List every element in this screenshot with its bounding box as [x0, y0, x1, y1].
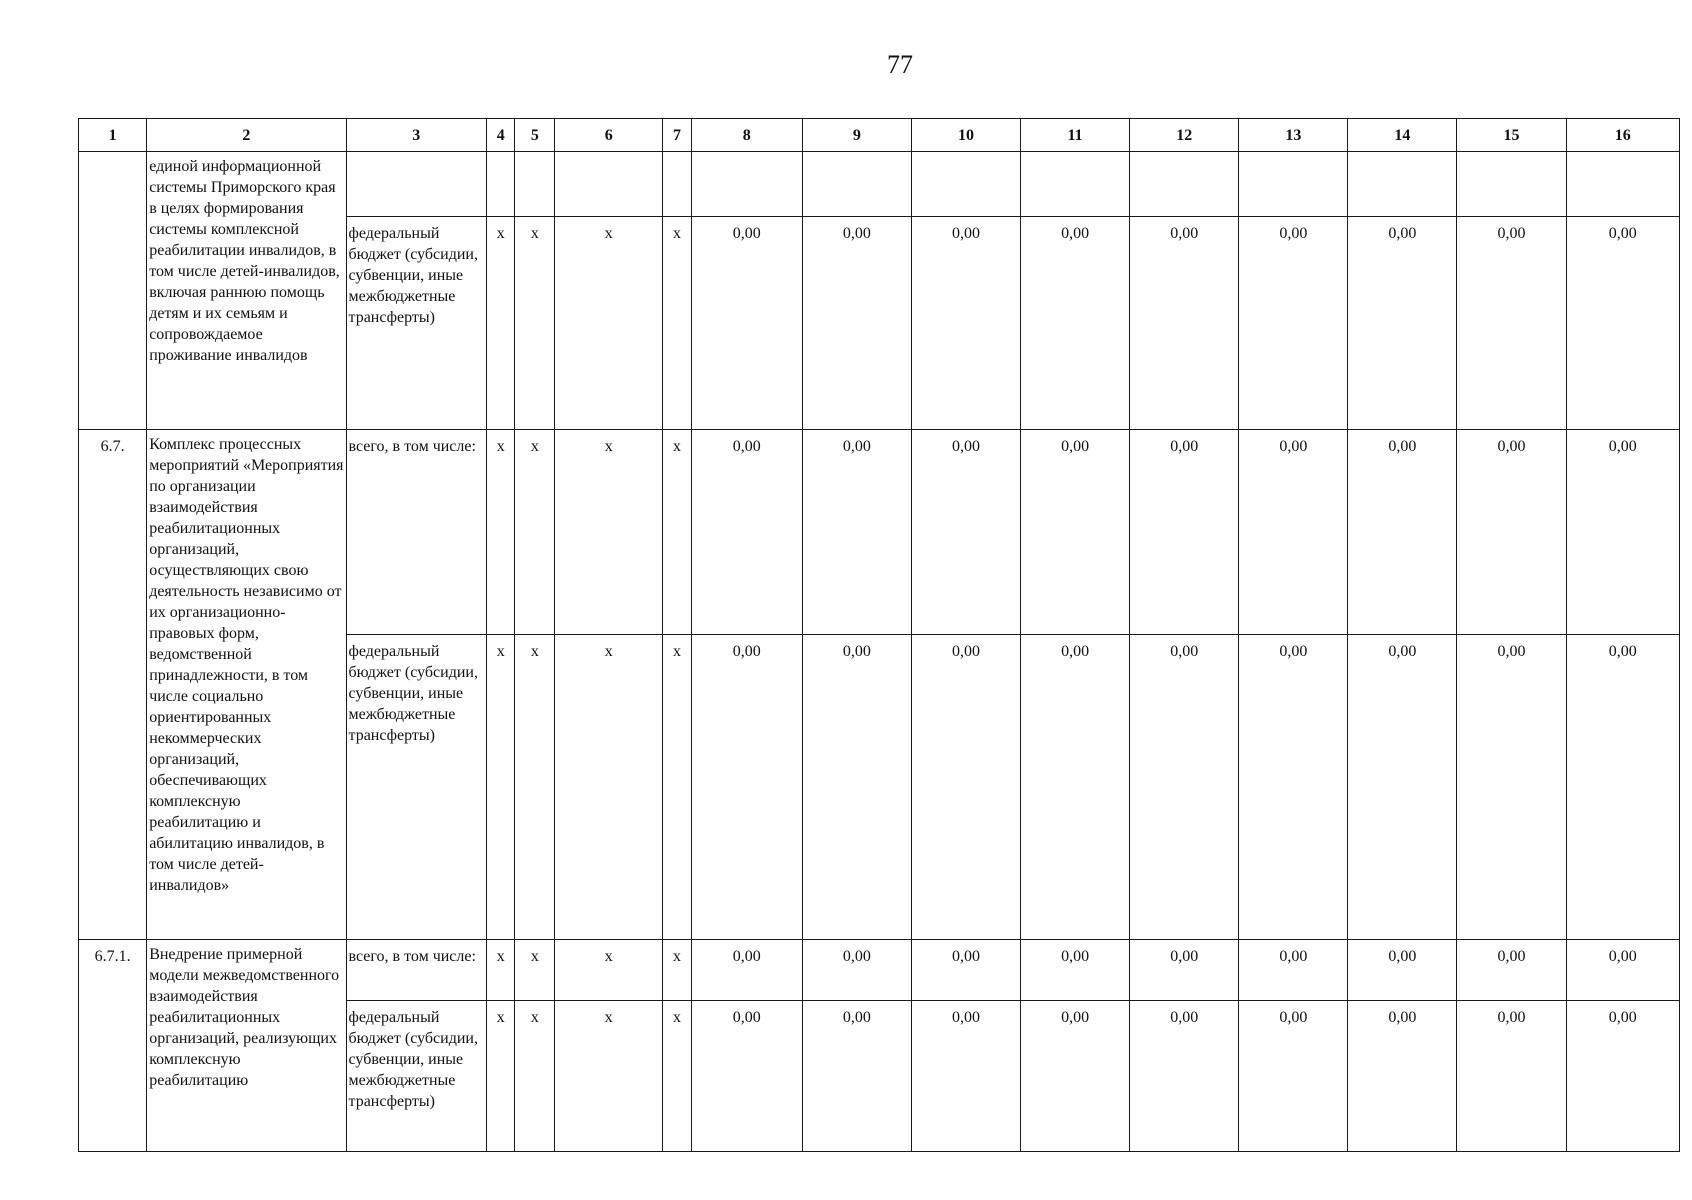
value-cell: 0,00 — [1348, 635, 1457, 940]
value-cell — [1348, 152, 1457, 217]
value-cell: 0,00 — [1457, 635, 1566, 940]
value-cell — [1239, 152, 1348, 217]
value-cell: 0,00 — [1130, 430, 1239, 635]
value-cell — [691, 152, 802, 217]
column-header: 1 — [79, 119, 147, 152]
value-cell: 0,00 — [691, 940, 802, 1001]
value-cell: 0,00 — [802, 217, 911, 430]
funding-source — [346, 152, 487, 217]
mark-cell: x — [555, 217, 663, 430]
mark-cell: x — [487, 940, 515, 1001]
value-cell: 0,00 — [1348, 217, 1457, 430]
value-cell: 0,00 — [911, 430, 1020, 635]
mark-cell: x — [515, 217, 555, 430]
row-name: Комплекс процессных мероприятий «Мероприятия по организации взаимодействия реабилитационных организаций, осуществляющих свою деятельность независимо от их организационно-правовых форм, ведомственной принадлежности, в том числе социально ориентированных некоммерческих организаций, обеспечивающих комплексную реабилитацию и абилитацию инвалидов, в том числе детей-инвалидов» — [147, 430, 346, 940]
value-cell: 0,00 — [1021, 217, 1130, 430]
column-header: 11 — [1021, 119, 1130, 152]
value-cell: 0,00 — [1566, 635, 1679, 940]
value-cell — [1457, 152, 1566, 217]
header-row — [79, 119, 1680, 152]
column-header: 15 — [1457, 119, 1566, 152]
row-code — [79, 152, 147, 430]
funding-source: всего, в том числе: — [346, 940, 487, 1001]
value-cell: 0,00 — [1130, 940, 1239, 1001]
value-cell: 0,00 — [1457, 217, 1566, 430]
table-row — [79, 940, 1680, 1001]
value-cell: 0,00 — [691, 217, 802, 430]
mark-cell: x — [555, 940, 663, 1001]
mark-cell: x — [515, 635, 555, 940]
value-cell: 0,00 — [1566, 940, 1679, 1001]
column-header: 2 — [147, 119, 346, 152]
value-cell: 0,00 — [1457, 430, 1566, 635]
value-cell: 0,00 — [802, 940, 911, 1001]
value-cell: 0,00 — [1348, 940, 1457, 1001]
value-cell: 0,00 — [911, 940, 1020, 1001]
value-cell: 0,00 — [1348, 1001, 1457, 1152]
value-cell: 0,00 — [1239, 1001, 1348, 1152]
value-cell: 0,00 — [1130, 217, 1239, 430]
value-cell: 0,00 — [802, 1001, 911, 1152]
value-cell: 0,00 — [1021, 1001, 1130, 1152]
mark-cell: x — [487, 1001, 515, 1152]
funding-source: федеральный бюджет (субсидии, субвенции, иные межбюджетные трансферты) — [346, 635, 487, 940]
column-header: 8 — [691, 119, 802, 152]
table-row — [79, 152, 1680, 217]
value-cell: 0,00 — [1130, 635, 1239, 940]
column-header: 12 — [1130, 119, 1239, 152]
value-cell — [911, 152, 1020, 217]
mark-cell: x — [663, 430, 691, 635]
mark-cell: x — [555, 430, 663, 635]
value-cell: 0,00 — [1566, 1001, 1679, 1152]
value-cell: 0,00 — [911, 635, 1020, 940]
value-cell: 0,00 — [1021, 635, 1130, 940]
column-header: 10 — [911, 119, 1020, 152]
value-cell: 0,00 — [1021, 430, 1130, 635]
value-cell: 0,00 — [1566, 217, 1679, 430]
column-header: 4 — [487, 119, 515, 152]
mark-cell: x — [663, 1001, 691, 1152]
value-cell: 0,00 — [1239, 940, 1348, 1001]
column-header: 16 — [1566, 119, 1679, 152]
funding-source: федеральный бюджет (субсидии, субвенции, иные межбюджетные трансферты) — [346, 217, 487, 430]
mark-cell — [515, 152, 555, 217]
value-cell: 0,00 — [1348, 430, 1457, 635]
value-cell: 0,00 — [802, 635, 911, 940]
mark-cell: x — [515, 1001, 555, 1152]
row-name: единой информационной системы Приморского края в целях формирования системы комплексной реабилитации инвалидов, в том числе детей-инвалидов, включая раннюю помощь детям и их семьям и сопровождаемое проживание инвалидов — [147, 152, 346, 430]
value-cell: 0,00 — [1239, 430, 1348, 635]
mark-cell — [555, 152, 663, 217]
column-header: 13 — [1239, 119, 1348, 152]
value-cell: 0,00 — [1239, 635, 1348, 940]
column-header: 14 — [1348, 119, 1457, 152]
mark-cell: x — [663, 217, 691, 430]
value-cell — [1566, 152, 1679, 217]
table-row — [79, 430, 1680, 635]
value-cell: 0,00 — [911, 217, 1020, 430]
value-cell: 0,00 — [1130, 1001, 1239, 1152]
value-cell: 0,00 — [1021, 940, 1130, 1001]
value-cell: 0,00 — [691, 635, 802, 940]
column-header: 9 — [802, 119, 911, 152]
value-cell — [1130, 152, 1239, 217]
column-header: 3 — [346, 119, 487, 152]
mark-cell — [663, 152, 691, 217]
value-cell: 0,00 — [691, 430, 802, 635]
mark-cell: x — [515, 430, 555, 635]
column-header: 6 — [555, 119, 663, 152]
row-code: 6.7. — [79, 430, 147, 940]
column-header: 7 — [663, 119, 691, 152]
value-cell: 0,00 — [691, 1001, 802, 1152]
row-code: 6.7.1. — [79, 940, 147, 1152]
value-cell: 0,00 — [802, 430, 911, 635]
mark-cell: x — [487, 217, 515, 430]
value-cell: 0,00 — [911, 1001, 1020, 1152]
funding-source: всего, в том числе: — [346, 430, 487, 635]
mark-cell: x — [487, 635, 515, 940]
mark-cell: x — [663, 635, 691, 940]
value-cell: 0,00 — [1239, 217, 1348, 430]
mark-cell: x — [555, 635, 663, 940]
mark-cell: x — [555, 1001, 663, 1152]
budget-table — [78, 118, 1680, 1152]
value-cell — [1021, 152, 1130, 217]
value-cell: 0,00 — [1457, 1001, 1566, 1152]
value-cell: 0,00 — [1457, 940, 1566, 1001]
value-cell — [802, 152, 911, 217]
mark-cell: x — [515, 940, 555, 1001]
page-number: 77 — [887, 50, 913, 79]
column-header: 5 — [515, 119, 555, 152]
mark-cell: x — [663, 940, 691, 1001]
funding-source: федеральный бюджет (субсидии, субвенции, иные межбюджетные трансферты) — [346, 1001, 487, 1152]
mark-cell — [487, 152, 515, 217]
value-cell: 0,00 — [1566, 430, 1679, 635]
row-name: Внедрение примерной модели межведомственного взаимодействия реабилитационных организаций, реализующих комплексную реабилитацию — [147, 940, 346, 1152]
mark-cell: x — [487, 430, 515, 635]
